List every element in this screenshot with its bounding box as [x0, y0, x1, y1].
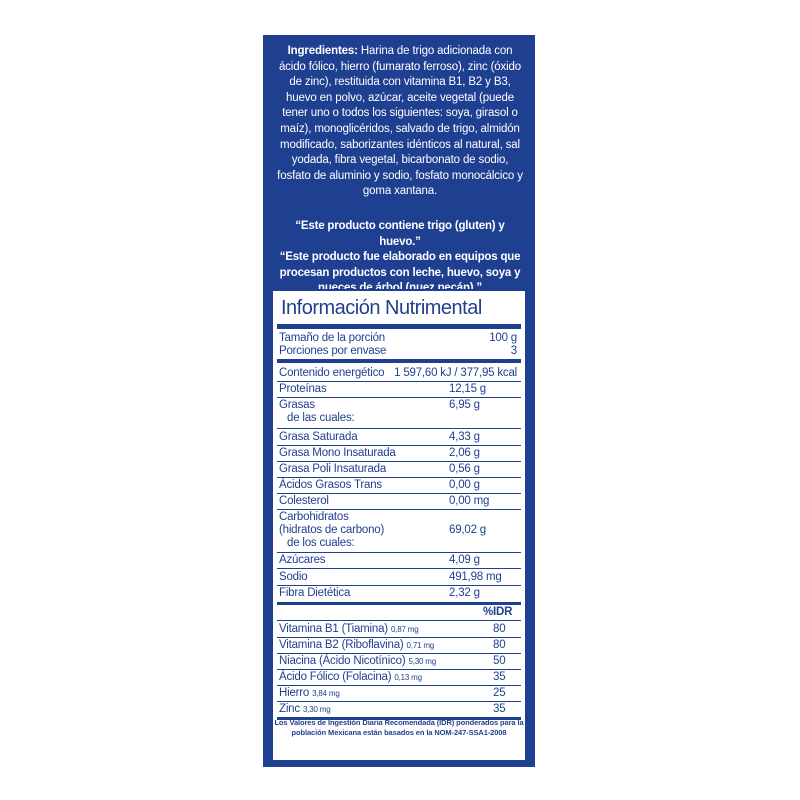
nutrition-table: [271, 289, 527, 762]
nutrient-label: Grasas: [279, 399, 315, 411]
nutrient-label: Grasa Saturada: [279, 431, 358, 443]
nutrient-value: 2,32 g: [449, 587, 480, 599]
nutrient-label: Proteínas: [279, 383, 327, 395]
vitamin-row: [279, 655, 436, 668]
nutrient-value: 0,00 mg: [449, 495, 490, 507]
rule: [277, 637, 521, 638]
thick-rule: [277, 324, 521, 329]
nutrient-value: 491,98 mg: [449, 571, 502, 583]
vitamin-row: [279, 703, 330, 716]
vitamin-amount: 5,30 mg: [408, 657, 436, 666]
vitamin-amount: 0,87 mg: [390, 625, 419, 634]
thick-rule: [277, 359, 521, 363]
vitamin-row: [279, 671, 422, 684]
nutrient-value: 12,15 g: [449, 383, 486, 395]
vitamin-idr: 35: [493, 703, 506, 715]
nutrient-sub: de las cuales:: [287, 412, 355, 424]
rule: [277, 477, 521, 478]
vitamin-label: Vitamina B1 (Tiamina): [279, 623, 388, 635]
rule: [277, 669, 521, 670]
rule: [277, 509, 521, 510]
nutrient-label: Ácidos Grasos Trans: [279, 479, 382, 491]
servings-label: Porciones por envase: [279, 345, 387, 357]
nutrient-label: Colesterol: [279, 495, 329, 507]
vitamin-label: Vitamina B2 (Riboflavina): [279, 639, 404, 651]
vitamin-amount: 0,13 mg: [394, 673, 422, 682]
vitamin-idr: 80: [493, 623, 506, 635]
ingredients-text: Harina de trigo adicionada con ácido fólico, hierro (fumarato ferroso), zinc (óxido de zinc), restituida con vitamina B1, B2 y B3, huevo en polvo, azúcar, aceite vegetal (puede tener uno o todos los siguientes: soya, girasol o maíz), monoglicéridos, salvado de trigo, almidón modificado, saborizantes idénticos al natural, sal yodada, fibra vegetal, bicarbonato de sodio, fosfato de aluminio y sodio, fosfato monocálcico y goma xantana.: [277, 45, 523, 198]
thick-rule: [277, 602, 521, 605]
nutrient-value: 6,95 g: [449, 399, 480, 411]
rule: [277, 381, 521, 382]
nutrient-sub: (hidratos de carbono): [279, 524, 385, 536]
rule: [277, 585, 521, 586]
rule: [277, 620, 521, 621]
vitamin-label: Niacina (Ácido Nicotínico): [279, 655, 406, 667]
vitamin-idr: 80: [493, 639, 506, 651]
nutrient-value: 4,33 g: [449, 431, 480, 443]
nutrient-label: Carbohidratos: [279, 511, 349, 523]
vitamin-idr: 35: [493, 671, 506, 683]
rule: [277, 445, 521, 446]
serving-size-value: 100 g: [489, 332, 517, 344]
nutrient-label: Grasa Poli Insaturada: [279, 463, 387, 475]
vitamin-label: Hierro: [279, 687, 310, 699]
vitamin-idr: 25: [493, 687, 506, 699]
nutrient-value: 0,00 g: [449, 479, 480, 491]
allergen-line-1: “Este producto contiene trigo (gluten) y huevo.”: [295, 220, 505, 248]
servings-value: 3: [510, 345, 517, 357]
vitamin-row: [279, 687, 340, 700]
nutrient-value: 69,02 g: [449, 524, 486, 536]
rule: [277, 653, 521, 654]
vitamin-label: Zinc: [279, 703, 300, 715]
rule: [277, 461, 521, 462]
nutrient-label: Fibra Dietética: [279, 587, 351, 599]
nutrient-label: Grasa Mono Insaturada: [279, 447, 396, 459]
nutrient-label: Azúcares: [279, 554, 326, 566]
rule: [277, 397, 521, 398]
vitamin-idr: 50: [493, 655, 506, 667]
nutrient-value: 4,09 g: [449, 554, 480, 566]
idr-footnote: Los Valores de Ingestión Diaria Recomendada (IDR) ponderados para la población Mexicana están basados en la NOM-247-SSA1-2008: [274, 718, 524, 737]
allergen-line-2: “Este producto fue elaborado en equipos que procesan productos con leche, huevo, soya y: [279, 251, 521, 279]
rule: [277, 685, 521, 686]
ingredients-label: Ingredientes:: [287, 45, 358, 57]
rule: [277, 568, 521, 569]
nutrient-value: 2,06 g: [449, 447, 480, 459]
vitamin-row: [279, 623, 418, 636]
rule: [277, 493, 521, 494]
rule: [277, 428, 521, 429]
rule: [277, 552, 521, 553]
nutrition-title: Información Nutrimental: [281, 297, 482, 319]
vitamin-amount: 3,84 mg: [312, 689, 340, 698]
allergen-statement: [275, 219, 525, 297]
energy-value: 1 597,60 kJ / 377,95 kcal: [394, 367, 517, 379]
nutrient-label: Sodio: [279, 571, 308, 583]
vitamin-amount: 0,71 mg: [406, 641, 435, 650]
vitamin-row: [279, 639, 434, 652]
idr-header: %IDR: [483, 606, 513, 618]
ingredients-block: [275, 44, 525, 200]
vitamin-amount: 3,30 mg: [302, 705, 331, 714]
nutrient-value: 0,56 g: [449, 463, 480, 475]
serving-size-label: Tamaño de la porción: [279, 332, 385, 344]
nutrient-sub: de los cuales:: [287, 537, 355, 549]
rule: [277, 701, 521, 702]
vitamin-label: Ácido Fólico (Folacina): [279, 671, 392, 683]
energy-label: Contenido energético: [279, 367, 385, 379]
